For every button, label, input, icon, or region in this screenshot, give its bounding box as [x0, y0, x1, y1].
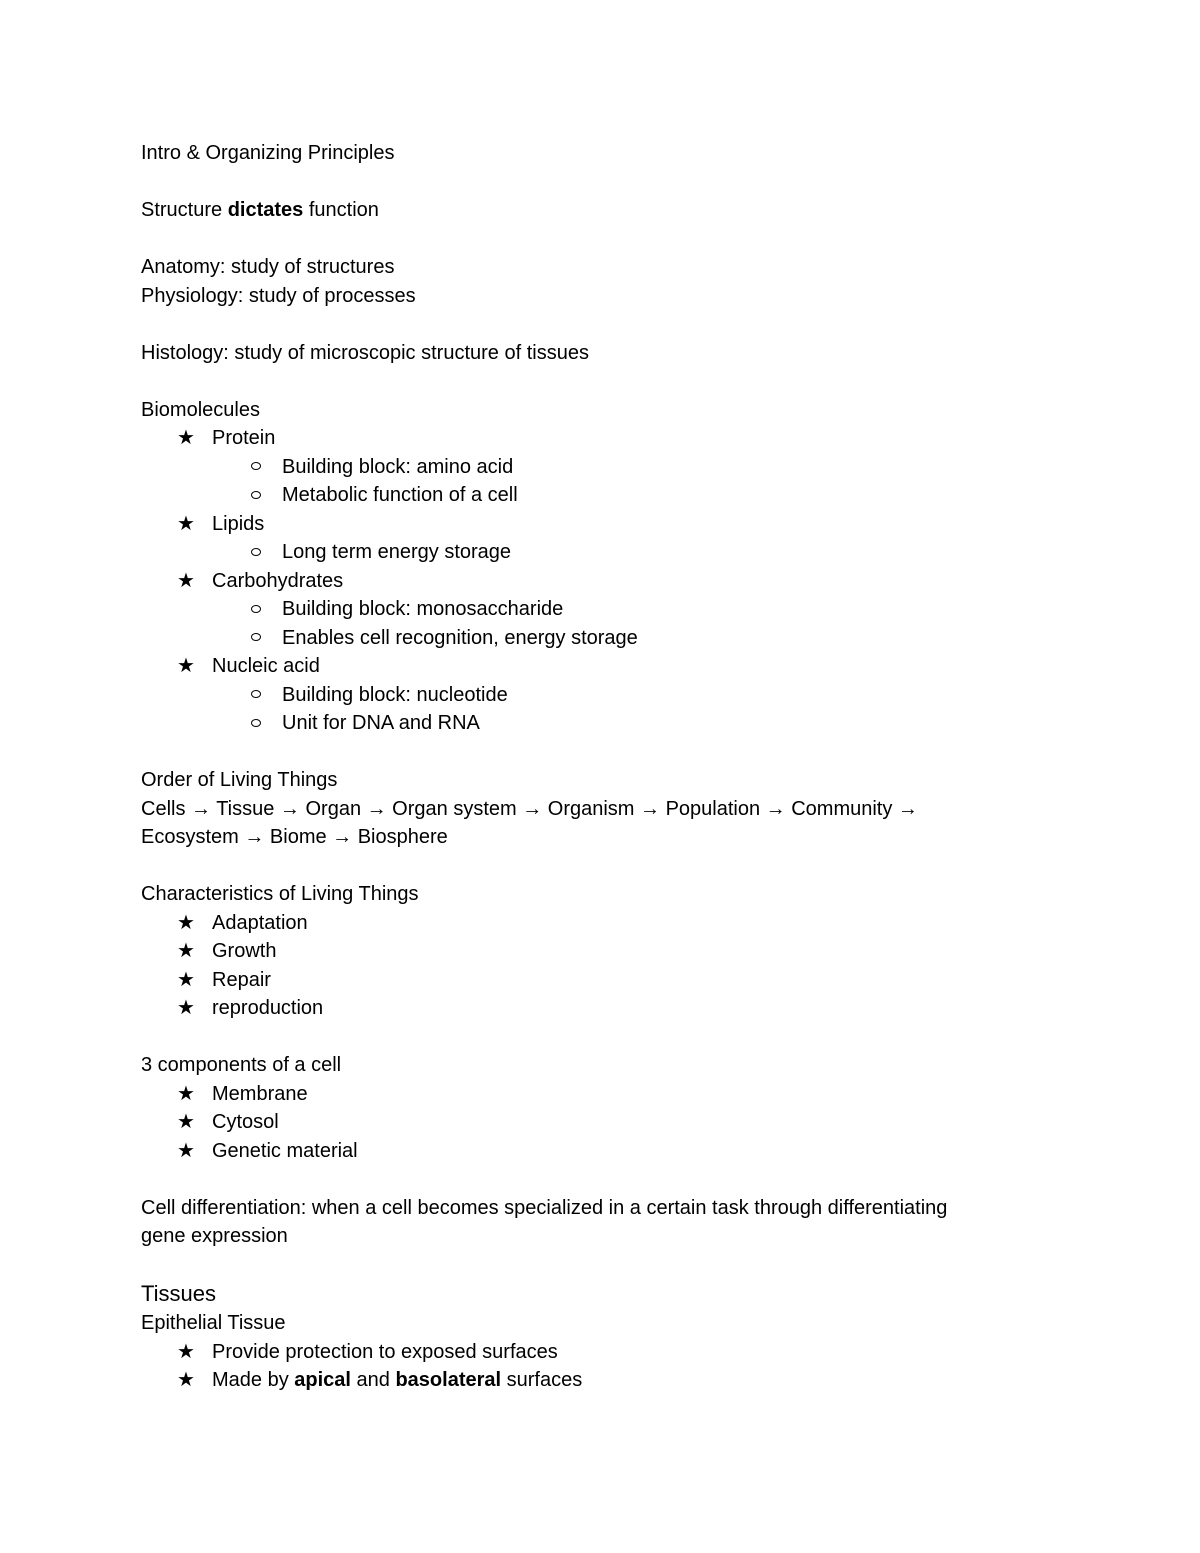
circle-bullet-icon: [248, 681, 278, 710]
list-item: ★ Nucleic acid: [141, 652, 1041, 681]
list-item: ★ Lipids: [141, 510, 1041, 539]
star-bullet-icon: ★: [177, 655, 195, 677]
list-item: ★ Carbohydrates: [141, 567, 1041, 596]
list-item: ★ Cytosol: [141, 1108, 1041, 1137]
tissues-heading: Tissues: [141, 1281, 216, 1306]
star-bullet-icon: ★: [177, 427, 195, 449]
star-bullet-icon: ★: [177, 940, 195, 962]
list-subitem: Building block: nucleotide: [141, 681, 1041, 710]
list-subitem: Unit for DNA and RNA: [141, 709, 1041, 738]
list-subitem: Long term energy storage: [141, 538, 1041, 567]
structure-line: Structure dictates function: [141, 199, 379, 221]
differentiation-line-1: Cell differentiation: when a cell becomes specialized in a certain task through differentiating: [141, 1196, 948, 1219]
list-item: ★ Growth: [141, 937, 1041, 966]
components-heading: 3 components of a cell: [141, 1054, 342, 1076]
star-bullet-icon: ★: [177, 1111, 195, 1133]
star-bullet-icon: ★: [177, 911, 195, 934]
circle-bullet-icon: [248, 624, 278, 653]
star-bullet-icon: ★: [177, 569, 195, 592]
epithelial-list: [141, 1338, 1041, 1395]
order-heading: Order of Living Things: [141, 769, 338, 791]
order-line-1: Cells → Tissue → Organ → Organ system → Organism → Population → Community →: [141, 797, 918, 820]
epithelial-heading: Epithelial Tissue: [141, 1312, 286, 1334]
list-item: ★ reproduction: [141, 994, 1041, 1023]
histology-line: Histology: study of microscopic structure of tissues: [141, 341, 589, 364]
star-bullet-icon: ★: [177, 1082, 195, 1105]
circle-bullet-icon: [248, 538, 278, 567]
list-item: ★ Provide protection to exposed surfaces: [141, 1338, 1041, 1367]
circle-bullet-icon: [248, 595, 278, 624]
list-item: ★ Adaptation: [141, 909, 1041, 938]
biomolecules-list: [141, 424, 1041, 738]
list-item: ★ Protein: [141, 424, 1041, 453]
star-bullet-icon: ★: [177, 1139, 195, 1162]
physiology-line: Physiology: study of processes: [141, 284, 416, 307]
order-line-2: Ecosystem → Biome → Biosphere: [141, 826, 448, 848]
anatomy-line: Anatomy: study of structures: [141, 256, 395, 278]
list-item: ★ Repair: [141, 966, 1041, 995]
star-bullet-icon: ★: [177, 997, 195, 1019]
differentiation-line-2: gene expression: [141, 1225, 288, 1247]
characteristics-list: [141, 909, 1041, 1023]
circle-bullet-icon: [248, 453, 278, 482]
list-subitem: Metabolic function of a cell: [141, 481, 1041, 510]
star-bullet-icon: ★: [177, 968, 195, 991]
list-subitem: Building block: monosaccharide: [141, 595, 1041, 624]
list-item: ★ Genetic material: [141, 1137, 1041, 1166]
list-subitem: Building block: amino acid: [141, 453, 1041, 482]
document-page: [141, 139, 1041, 1395]
list-item: ★ Membrane: [141, 1080, 1041, 1109]
list-item: ★ Made by apical and basolateral surfaces: [141, 1366, 1041, 1395]
star-bullet-icon: ★: [177, 1340, 195, 1363]
circle-bullet-icon: [248, 709, 278, 738]
star-bullet-icon: ★: [177, 512, 195, 535]
doc-title: Intro & Organizing Principles: [141, 142, 395, 164]
biomolecules-heading: Biomolecules: [141, 398, 260, 421]
list-subitem: Enables cell recognition, energy storage: [141, 624, 1041, 653]
circle-bullet-icon: [248, 481, 278, 510]
components-list: [141, 1080, 1041, 1166]
characteristics-heading: Characteristics of Living Things: [141, 883, 419, 905]
star-bullet-icon: ★: [177, 1369, 195, 1391]
